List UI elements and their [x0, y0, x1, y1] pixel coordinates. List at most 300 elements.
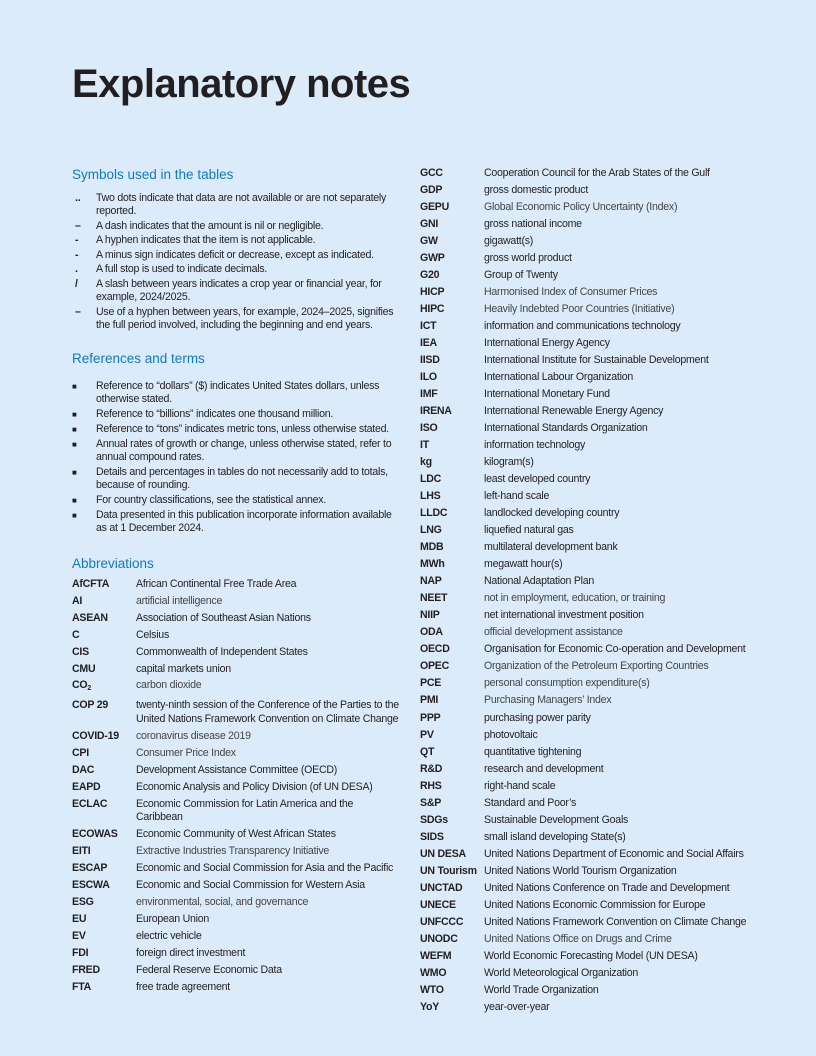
abbreviation-term	[420, 524, 484, 537]
symbol-glyph: /	[75, 277, 78, 290]
abbreviation-term	[420, 729, 484, 742]
symbol-glyph: –	[75, 219, 81, 232]
abbreviation-row	[420, 320, 760, 333]
abbreviation-term-text: IT	[420, 439, 429, 452]
abbreviation-row	[72, 612, 402, 625]
abbreviation-term	[420, 592, 484, 605]
square-bullet-icon: ■	[72, 409, 77, 419]
abbreviation-row	[420, 303, 760, 316]
abbreviation-term-text: FTA	[72, 980, 92, 993]
abbreviation-row	[420, 184, 760, 197]
abbreviation-row	[72, 679, 402, 695]
abbreviation-term	[72, 595, 136, 608]
abbreviation-definition: Organization of the Petroleum Exporting Countries	[484, 660, 709, 673]
symbol-glyph: –	[75, 305, 81, 318]
left-column	[72, 167, 402, 998]
abbreviation-term	[420, 167, 484, 180]
abbreviation-row	[420, 677, 760, 690]
abbreviation-definition: net international investment position	[484, 609, 644, 622]
abbreviation-definition: Economic and Social Commission for Asia and the Pacific	[136, 861, 394, 874]
abbreviation-definition: Celsius	[136, 628, 169, 641]
abbreviation-term	[420, 371, 484, 384]
abbreviation-term	[420, 184, 484, 197]
abbreviation-term	[420, 354, 484, 367]
abbreviation-term-text: ECOWAS	[72, 827, 118, 840]
abbreviation-term-text: LLDC	[420, 507, 448, 520]
abbreviation-definition: International Standards Organization	[484, 422, 648, 435]
abbreviation-definition: Association of Southeast Asian Nations	[136, 611, 311, 624]
abbreviation-definition: Standard and Poor’s	[484, 796, 577, 809]
abbreviation-term-text: ESCAP	[72, 861, 108, 874]
reference-item	[72, 509, 402, 535]
abbreviation-definition: coronavirus disease 2019	[136, 729, 251, 742]
symbol-text: A slash between years indicates a crop year or financial year, for example, 2024/2025.	[96, 277, 382, 303]
page-title: Explanatory notes	[72, 62, 411, 106]
abbreviation-definition: Heavily Indebted Poor Countries (Initiative)	[484, 303, 675, 316]
abbreviation-definition: Harmonised Index of Consumer Prices	[484, 286, 658, 299]
abbreviation-row	[420, 729, 760, 742]
symbol-item	[72, 263, 402, 276]
abbreviation-term-text: S&P	[420, 796, 442, 809]
abbreviation-row	[420, 337, 760, 350]
abbreviation-term	[420, 609, 484, 622]
abbreviation-row	[420, 592, 760, 605]
reference-text: Reference to “billions” indicates one thousand million.	[96, 407, 334, 420]
abbreviation-term-text: GDP	[420, 184, 443, 197]
abbreviation-term	[72, 913, 136, 926]
abbreviation-term-text: IRENA	[420, 405, 452, 418]
abbreviation-definition: electric vehicle	[136, 929, 202, 942]
reference-item	[72, 494, 402, 507]
abbreviation-term	[420, 218, 484, 231]
abbreviation-term-text: GCC	[420, 167, 443, 179]
abbreviation-row	[420, 831, 760, 844]
abbreviation-term	[72, 781, 136, 794]
abbreviation-term-text: UN DESA	[420, 847, 466, 860]
symbol-item	[72, 220, 402, 233]
abbreviation-row	[420, 780, 760, 793]
symbol-text: Two dots indicate that data are not available or are not separately reported.	[96, 192, 387, 217]
abbreviation-definition: World Meteorological Organization	[484, 966, 639, 979]
abbreviation-term-text: ISO	[420, 422, 438, 435]
abbreviation-term	[420, 286, 484, 299]
abbreviation-row	[420, 865, 760, 878]
abbreviation-term	[420, 984, 484, 997]
abbreviation-term	[420, 1001, 484, 1014]
abbreviation-term-text: UNODC	[420, 932, 458, 945]
reference-item	[72, 380, 402, 406]
abbreviation-row	[72, 578, 402, 591]
abbreviation-definition: environmental, social, and governance	[136, 895, 309, 908]
abbreviation-definition: International Renewable Energy Agency	[484, 405, 664, 418]
abbreviation-row	[420, 541, 760, 554]
square-bullet-icon: ■	[72, 424, 77, 434]
abbreviation-row	[420, 933, 760, 946]
abbreviation-row	[420, 609, 760, 622]
abbreviation-term-text: NEET	[420, 592, 448, 605]
abbreviation-term	[420, 933, 484, 946]
abbreviation-term-text: EITI	[72, 844, 91, 857]
symbols-list	[72, 192, 402, 332]
abbreviation-term	[420, 201, 484, 214]
abbreviation-definition: right-hand scale	[484, 779, 556, 792]
abbreviation-term-text: R&D	[420, 762, 443, 775]
abbreviation-term-text: SDGs	[420, 813, 448, 826]
abbreviation-term-text: IMF	[420, 388, 438, 401]
abbreviation-row	[420, 354, 760, 367]
abbreviation-term-text: YoY	[420, 1000, 440, 1013]
abbreviation-term	[72, 930, 136, 943]
symbol-item	[72, 278, 402, 304]
abbreviation-row	[420, 371, 760, 384]
abbreviation-definition: African Continental Free Trade Area	[136, 577, 297, 590]
abbreviation-term	[72, 747, 136, 760]
abbreviation-term	[72, 679, 136, 695]
abbreviation-row	[420, 405, 760, 418]
abbreviation-row	[72, 947, 402, 960]
abbreviation-definition: photovoltaic	[484, 728, 538, 741]
abbreviation-term-text: SIDS	[420, 830, 444, 843]
abbreviation-term-text: IEA	[420, 337, 437, 350]
symbol-text: A dash indicates that the amount is nil or negligible.	[96, 219, 324, 232]
abbreviation-term-text: G20	[420, 269, 440, 282]
abbreviation-row	[420, 746, 760, 759]
reference-text: For country classifications, see the statistical annex.	[96, 494, 327, 507]
abbreviation-term	[420, 575, 484, 588]
abbreviation-term-text: ASEAN	[72, 611, 108, 624]
abbreviation-definition: Consumer Price Index	[136, 746, 236, 759]
abbreviation-term	[420, 814, 484, 827]
abbreviation-row	[420, 218, 760, 231]
symbol-text: Use of a hyphen between years, for example, 2024–2025, signifies the full period involved, including the beginning and end years.	[96, 305, 394, 331]
abbreviation-definition: United Nations Conference on Trade and Development	[484, 881, 730, 894]
abbreviation-term-text: MWh	[420, 558, 445, 571]
abbreviation-row	[420, 473, 760, 486]
abbreviation-term-text: GEPU	[420, 201, 450, 214]
abbreviation-row	[420, 916, 760, 929]
symbol-glyph: .	[75, 263, 78, 276]
abbreviation-term	[72, 646, 136, 659]
abbreviation-row	[420, 456, 760, 469]
abbreviation-term-text: kg	[420, 456, 432, 469]
abbreviation-row	[420, 167, 760, 180]
abbreviation-row	[72, 699, 402, 726]
symbol-glyph: -	[75, 234, 79, 247]
abbreviation-term-text: UNFCCC	[420, 915, 464, 928]
abbreviation-definition: Organisation for Economic Co-operation and Development	[484, 643, 746, 656]
symbol-text: A hyphen indicates that the item is not applicable.	[96, 234, 316, 247]
abbreviation-definition: World Economic Forecasting Model (UN DESA)	[484, 949, 698, 962]
references-list	[72, 380, 402, 536]
abbreviation-row	[420, 643, 760, 656]
abbreviation-definition: research and development	[484, 762, 604, 775]
abbreviation-row	[420, 201, 760, 214]
abbreviation-row	[72, 663, 402, 676]
symbol-item	[72, 234, 402, 247]
abbreviation-row	[72, 629, 402, 642]
abbreviation-definition: multilateral development bank	[484, 541, 618, 554]
symbols-heading: Symbols used in the tables	[72, 167, 234, 182]
reference-item	[72, 466, 402, 492]
references-heading: References and terms	[72, 350, 205, 366]
abbreviation-row	[420, 269, 760, 282]
abbreviation-term-text: FDI	[72, 946, 89, 959]
abbreviation-row	[72, 879, 402, 892]
abbreviation-term-text: MDB	[420, 541, 444, 554]
abbreviation-term	[420, 797, 484, 810]
square-bullet-icon: ■	[72, 496, 77, 506]
abbreviation-term-text: LNG	[420, 524, 442, 537]
symbol-item	[72, 306, 402, 332]
abbreviation-row	[420, 439, 760, 452]
abbreviation-term	[72, 896, 136, 909]
abbreviation-term	[420, 643, 484, 656]
abbreviation-term	[420, 558, 484, 571]
abbreviation-row	[72, 595, 402, 608]
abbreviation-term	[72, 699, 136, 726]
abbreviation-definition: year-over-year	[484, 1000, 550, 1013]
abbreviation-term-text: LHS	[420, 490, 441, 503]
reference-item	[72, 438, 402, 464]
abbreviation-term-text: RHS	[420, 779, 442, 792]
abbreviation-row	[420, 712, 760, 725]
abbreviation-term-text: GWP	[420, 252, 445, 265]
abbreviation-definition: United Nations Framework Convention on Climate Change	[484, 915, 747, 928]
abbreviation-term-text: UN Tourism	[420, 864, 477, 877]
abbreviation-definition: Commonwealth of Independent States	[136, 645, 308, 658]
abbreviation-term	[420, 916, 484, 929]
abbreviation-term	[420, 848, 484, 861]
abbreviation-row	[72, 747, 402, 760]
abbreviation-term-text: WEFM	[420, 949, 452, 962]
abbreviation-term-text: GW	[420, 235, 438, 248]
abbreviation-definition: International Monetary Fund	[484, 388, 610, 401]
abbreviation-term	[420, 320, 484, 333]
abbreviation-definition: gross world product	[484, 252, 572, 265]
abbreviation-term	[420, 303, 484, 316]
abbreviation-definition: International Labour Organization	[484, 371, 633, 384]
abbreviation-definition: information and communications technology	[484, 320, 681, 333]
abbreviation-definition: gigawatt(s)	[484, 235, 534, 248]
abbreviation-term	[420, 831, 484, 844]
abbreviation-term	[72, 845, 136, 858]
abbreviation-term-text: CO	[72, 679, 88, 692]
abbreviation-row	[420, 252, 760, 265]
abbreviation-term	[420, 865, 484, 878]
abbreviation-term	[72, 828, 136, 841]
abbreviation-definition: official development assistance	[484, 626, 623, 639]
abbreviation-term	[72, 981, 136, 994]
abbreviation-term	[420, 967, 484, 980]
abbreviation-term	[420, 235, 484, 248]
abbreviation-term-text: PV	[420, 728, 434, 741]
abbreviation-term-text: NIIP	[420, 609, 440, 622]
abbreviation-row	[420, 694, 760, 707]
abbreviation-definition: small island developing State(s)	[484, 830, 626, 843]
abbreviation-term-text: FRED	[72, 963, 100, 976]
abbreviation-definition: gross domestic product	[484, 184, 589, 197]
abbreviation-term	[420, 269, 484, 282]
abbreviation-term	[420, 541, 484, 554]
abbreviation-definition: foreign direct investment	[136, 946, 246, 959]
abbreviation-term	[420, 712, 484, 725]
abbreviation-definition: landlocked developing country	[484, 507, 620, 520]
abbreviation-row	[420, 490, 760, 503]
abbreviation-term-text: ECLAC	[72, 797, 108, 810]
abbreviation-term-text: COP 29	[72, 699, 108, 712]
abbreviation-term-text: PMI	[420, 694, 439, 707]
abbreviation-row	[420, 950, 760, 963]
abbreviation-term-text: CMU	[72, 662, 96, 675]
abbreviation-term-text: WTO	[420, 983, 444, 996]
abbreviation-term	[420, 507, 484, 520]
abbreviation-term	[420, 950, 484, 963]
abbreviation-row	[420, 524, 760, 537]
abbreviation-definition: free trade agreement	[136, 980, 230, 993]
symbol-glyph: -	[75, 248, 79, 261]
abbreviation-row	[420, 422, 760, 435]
abbreviation-term	[72, 879, 136, 892]
abbreviation-term	[420, 422, 484, 435]
abbreviation-term-text: EU	[72, 912, 87, 925]
abbreviation-definition: carbon dioxide	[136, 679, 202, 692]
abbreviation-definition: United Nations Department of Economic and Social Affairs	[484, 847, 744, 860]
abbreviation-row	[420, 899, 760, 912]
abbreviation-term	[420, 899, 484, 912]
abbreviation-subscript: 2	[87, 685, 92, 693]
abbreviation-term-text: UNECE	[420, 898, 456, 911]
abbreviation-definition: International Energy Agency	[484, 337, 610, 350]
abbreviation-row	[72, 862, 402, 875]
abbreviation-definition: United Nations Economic Commission for Europe	[484, 898, 706, 911]
abbreviation-term	[420, 677, 484, 690]
abbreviation-term	[420, 405, 484, 418]
abbreviations-list-right	[420, 167, 760, 1014]
abbreviation-definition: purchasing power parity	[484, 711, 591, 724]
abbreviation-definition: gross national income	[484, 218, 582, 231]
abbreviation-row	[420, 967, 760, 980]
abbreviation-term	[420, 694, 484, 707]
abbreviation-row	[72, 764, 402, 777]
symbol-glyph: ..	[75, 192, 81, 204]
abbreviation-term-text: ILO	[420, 371, 437, 384]
reference-text: Data presented in this publication incorporate information available as at 1 December 2024.	[96, 509, 392, 535]
abbreviation-definition: Economic Analysis and Policy Division (of UN DESA)	[136, 780, 373, 793]
abbreviation-row	[72, 930, 402, 943]
abbreviation-term-text: AI	[72, 594, 83, 607]
abbreviation-definition: Economic Community of West African States	[136, 827, 336, 840]
abbreviation-row	[420, 848, 760, 861]
abbreviation-term	[420, 456, 484, 469]
abbreviation-row	[420, 1001, 760, 1014]
abbreviation-definition: artificial intelligence	[136, 594, 223, 607]
symbol-item	[72, 249, 402, 262]
abbreviation-term-text: CIS	[72, 645, 89, 658]
abbreviation-term-text: COVID-19	[72, 729, 119, 742]
abbreviation-term-text: ODA	[420, 626, 443, 639]
abbreviation-term	[420, 439, 484, 452]
abbreviation-row	[420, 575, 760, 588]
abbreviation-definition: Development Assistance Committee (OECD)	[136, 763, 338, 776]
abbreviation-term-text: EV	[72, 929, 86, 942]
abbreviation-row	[420, 388, 760, 401]
square-bullet-icon: ■	[72, 439, 77, 449]
symbol-text: A full stop is used to indicate decimals.	[96, 263, 268, 276]
abbreviation-term	[420, 252, 484, 265]
abbreviation-term	[72, 629, 136, 642]
abbreviation-definition: European Union	[136, 912, 210, 925]
abbreviation-term-text: GNI	[420, 218, 439, 231]
abbreviation-term-text: PCE	[420, 677, 442, 690]
abbreviation-term	[420, 388, 484, 401]
abbreviation-term	[420, 746, 484, 759]
abbreviation-definition: International Institute for Sustainable Development	[484, 354, 709, 367]
abbreviation-definition: Cooperation Council for the Arab States of the Gulf	[484, 167, 710, 179]
abbreviation-definition: left-hand scale	[484, 490, 550, 503]
abbreviation-row	[420, 763, 760, 776]
abbreviation-definition: twenty-ninth session of the Conference of the Parties to the United Nations Framework Convention on Climate Change	[136, 699, 399, 725]
abbreviation-term-text: NAP	[420, 575, 442, 588]
abbreviation-definition: Global Economic Policy Uncertainty (Index)	[484, 201, 678, 214]
abbreviation-row	[72, 781, 402, 794]
abbreviation-row	[420, 626, 760, 639]
abbreviation-row	[72, 981, 402, 994]
abbreviation-row	[72, 845, 402, 858]
reference-item	[72, 423, 402, 436]
abbreviation-term-text: HIPC	[420, 303, 445, 316]
abbreviation-row	[72, 730, 402, 743]
abbreviation-term	[72, 947, 136, 960]
abbreviation-term	[420, 763, 484, 776]
abbreviation-term	[420, 660, 484, 673]
abbreviation-term-text: ESG	[72, 895, 94, 908]
reference-text: Reference to “tons” indicates metric tons, unless otherwise stated.	[96, 422, 389, 435]
abbreviation-definition: United Nations Office on Drugs and Crime	[484, 932, 672, 945]
abbreviation-definition: World Trade Organization	[484, 983, 599, 996]
abbreviation-row	[420, 286, 760, 299]
abbreviation-term	[420, 490, 484, 503]
abbreviation-definition: personal consumption expenditure(s)	[484, 677, 650, 690]
abbreviation-row	[420, 814, 760, 827]
abbreviation-row	[420, 558, 760, 571]
abbreviation-term-text: WMO	[420, 966, 447, 979]
abbreviation-term-text: CPI	[72, 746, 89, 759]
square-bullet-icon: ■	[72, 381, 77, 391]
abbreviation-row	[72, 913, 402, 926]
abbreviation-definition: capital markets union	[136, 662, 231, 675]
abbreviation-term-text: OPEC	[420, 660, 450, 673]
abbreviations-list-left	[72, 578, 402, 995]
abbreviation-term	[72, 798, 136, 825]
reference-item	[72, 408, 402, 421]
abbreviation-term-text: ICT	[420, 320, 437, 333]
abbreviation-term	[420, 626, 484, 639]
abbreviation-definition: United Nations World Tourism Organization	[484, 864, 677, 877]
abbreviation-term	[420, 780, 484, 793]
abbreviation-row	[72, 646, 402, 659]
abbreviation-definition: Extractive Industries Transparency Initiative	[136, 844, 330, 857]
abbreviation-definition: National Adaptation Plan	[484, 575, 595, 588]
abbreviation-definition: liquefied natural gas	[484, 524, 574, 537]
abbreviation-term-text: AfCFTA	[72, 577, 110, 590]
abbreviation-term-text: IISD	[420, 354, 440, 367]
abbreviations-heading: Abbreviations	[72, 555, 154, 571]
abbreviation-term	[72, 730, 136, 743]
abbreviation-definition: Purchasing Managers’ Index	[484, 694, 612, 707]
abbreviation-term	[420, 882, 484, 895]
abbreviation-term-text: EAPD	[72, 780, 101, 793]
abbreviation-definition: quantitative tightening	[484, 745, 582, 758]
